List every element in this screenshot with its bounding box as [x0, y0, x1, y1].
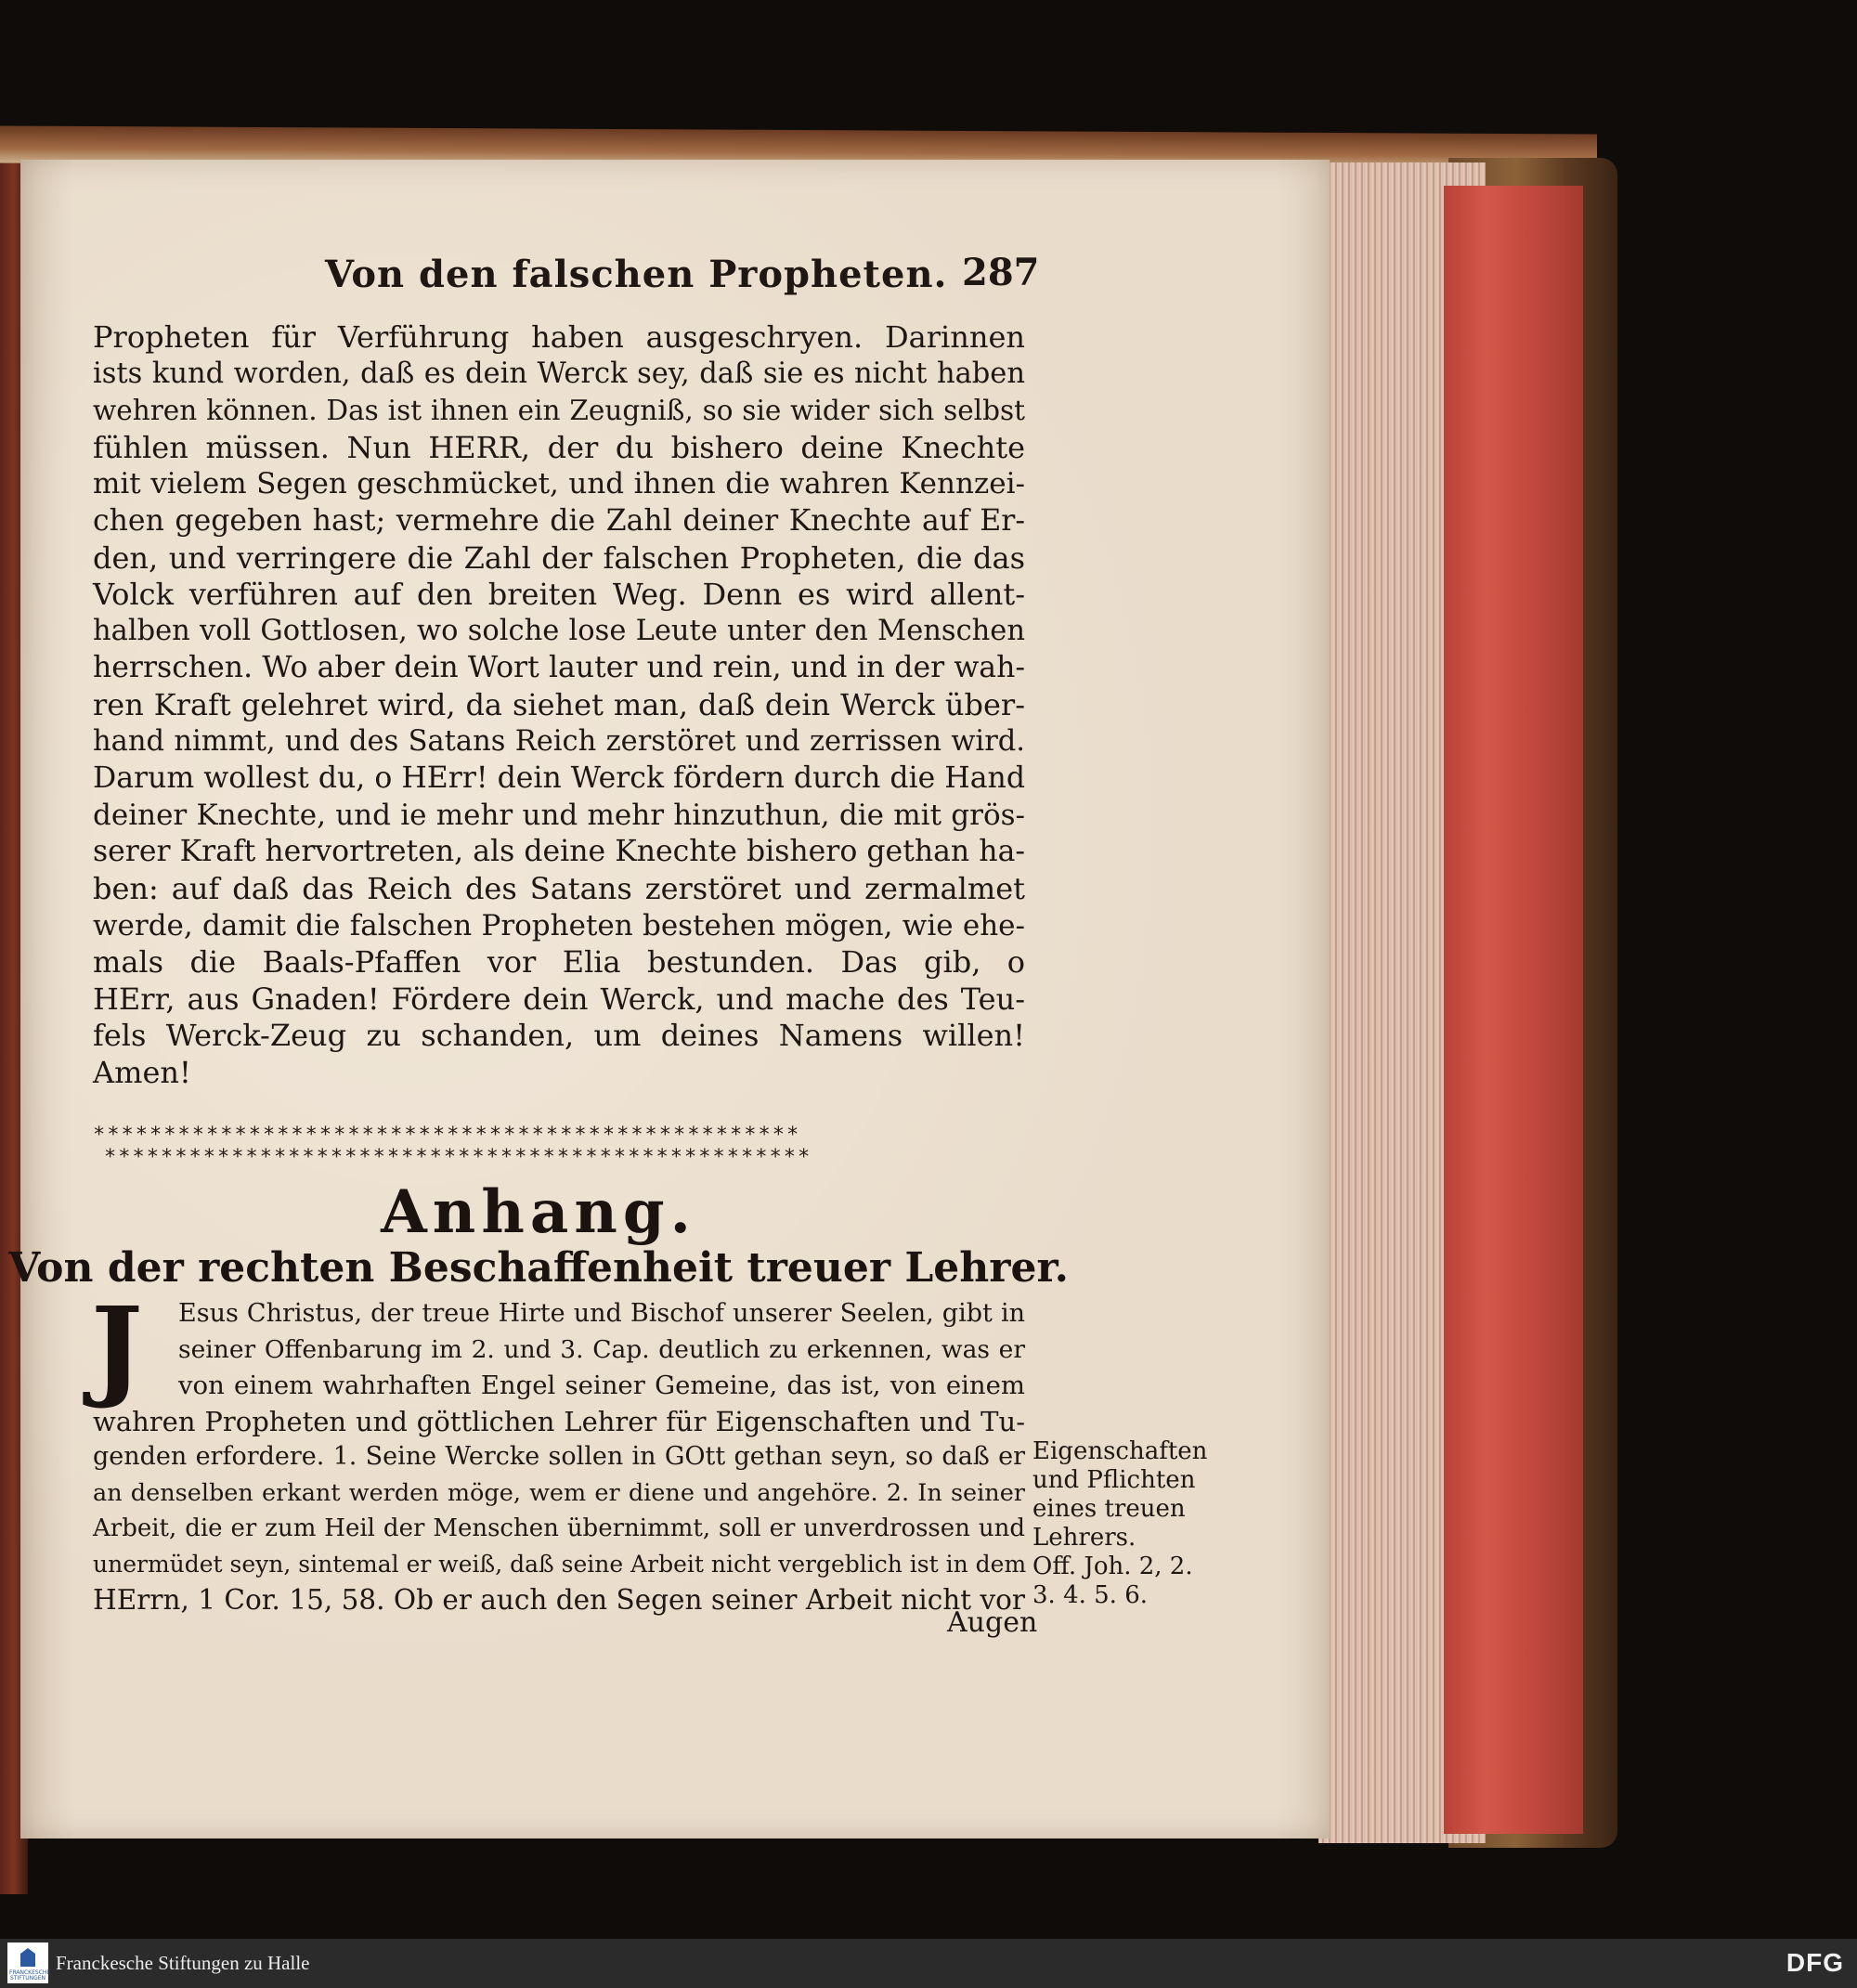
appendix-line: genden erfordere. 1. Seine Wercke sollen in GOtt gethan seyn, so daß er [93, 1442, 1025, 1471]
logo-text: FRANCKESCHE STIFTUNGEN [9, 1969, 51, 1982]
body-line: Volck verführen auf den breiten Weg. Denn es wird allent- [93, 577, 1025, 613]
dfg-logo: DFG [1786, 1948, 1844, 1977]
appendix-line: von einem wahrhaften Engel seiner Gemeine, das ist, von einem [178, 1371, 1025, 1400]
appendix-line: an denselben erkant werden möge, wem er diene und angehöre. 2. In seiner [93, 1478, 1025, 1507]
body-line: Darum wollest du, o HErr! dein Werck fördern durch die Hand [93, 761, 1025, 796]
body-line: mit vielem Segen geschmücket, und ihnen die wahren Kennzei- [93, 467, 1025, 501]
institution-logo [7, 1943, 51, 1983]
body-line: deiner Knechte, und ie mehr und mehr hinzuthun, die mit grös- [93, 798, 1025, 832]
red-page-edge [1444, 186, 1583, 1834]
body-line: hand nimmt, und des Satans Reich zerstöret und zerrissen wird. [93, 724, 1025, 758]
body-line: fühlen müssen. Nun HERR, der du bishero deine Knechte [93, 429, 1025, 465]
star-divider-1: ************************************************** [93, 1124, 801, 1147]
marginal-note-line: eines treuen [1032, 1495, 1186, 1523]
drop-cap: J [91, 1282, 143, 1411]
appendix-line: wahren Propheten und göttlichen Lehrer für Eigenschaften und Tu- [93, 1405, 1025, 1437]
section-subtitle: Von der rechten Beschaffenheit treuer Lehrer. [8, 1244, 1069, 1292]
body-line: ben: auf daß das Reich des Satans zerstöret und zermalmet [93, 871, 1025, 906]
institution-name: Franckesche Stiftungen zu Halle [56, 1952, 310, 1974]
appendix-line: unermüdet seyn, sintemal er weiß, daß seine Arbeit nicht vergeblich ist in dem [93, 1550, 1027, 1578]
viewer-footer [0, 1939, 1857, 1988]
marginal-note-line: Lehrers. [1032, 1524, 1136, 1552]
orphanage-building-icon [20, 1948, 35, 1967]
appendix-line: Esus Christus, der treue Hirte und Bischof unserer Seelen, gibt in [178, 1299, 1025, 1328]
appendix-line: Arbeit, die er zum Heil der Menschen übernimmt, soll er unverdrossen und [93, 1514, 1025, 1542]
section-title: Anhang. [381, 1177, 696, 1247]
body-line: werde, damit die falschen Propheten bestehen mögen, wie ehe- [93, 908, 1025, 942]
star-divider-2: ************************************************** [104, 1146, 812, 1169]
body-line: Amen! [93, 1055, 191, 1090]
body-line: herrschen. Wo aber dein Wort lauter und rein, und in der wah- [93, 651, 1025, 685]
body-line: halben voll Gottlosen, wo solche lose Leute unter den Menschen [93, 614, 1025, 647]
body-line: serer Kraft hervortreten, als deine Knechte bishero gethan ha- [93, 835, 1025, 869]
body-line: fels Werck-Zeug zu schanden, um deines Namens willen! [93, 1018, 1025, 1054]
body-line: wehren können. Das ist ihnen ein Zeugniß, so sie wider sich selbst [93, 395, 1025, 427]
body-line: HErr, aus Gnaden! Fördere dein Werck, und mache des Teu- [93, 981, 1025, 1017]
marginal-note-line: und Pflichten [1032, 1466, 1196, 1494]
body-line: ists kund worden, daß es dein Werck sey, daß sie es nicht haben [93, 357, 1025, 390]
marginal-note-line: Eigenschaften [1032, 1437, 1208, 1465]
appendix-line: HErrn, 1 Cor. 15, 58. Ob er auch den Segen seiner Arbeit nicht vor [93, 1584, 1025, 1616]
body-line: den, und verringere die Zahl der falschen Propheten, die das [93, 539, 1025, 576]
body-line: ren Kraft gelehret wird, da siehet man, daß dein Werck über- [93, 687, 1025, 722]
body-line: Propheten für Verführung haben ausgeschryen. Darinnen [93, 319, 1025, 355]
page-number: 287 [962, 251, 1040, 294]
marginal-note-line: 3. 4. 5. 6. [1032, 1581, 1149, 1609]
marginal-note-line: Off. Joh. 2, 2. [1032, 1553, 1193, 1580]
running-head: Von den falschen Propheten. [325, 253, 948, 296]
body-line: mals die Baals-Pfaffen vor Elia bestunden. Das gib, o [93, 944, 1025, 981]
body-line: chen gegeben hast; vermehre die Zahl deiner Knechte auf Er- [93, 504, 1025, 538]
appendix-line: seiner Offenbarung im 2. und 3. Cap. deutlich zu erkennen, was er [178, 1334, 1025, 1364]
catchword: Augen [947, 1606, 1038, 1639]
